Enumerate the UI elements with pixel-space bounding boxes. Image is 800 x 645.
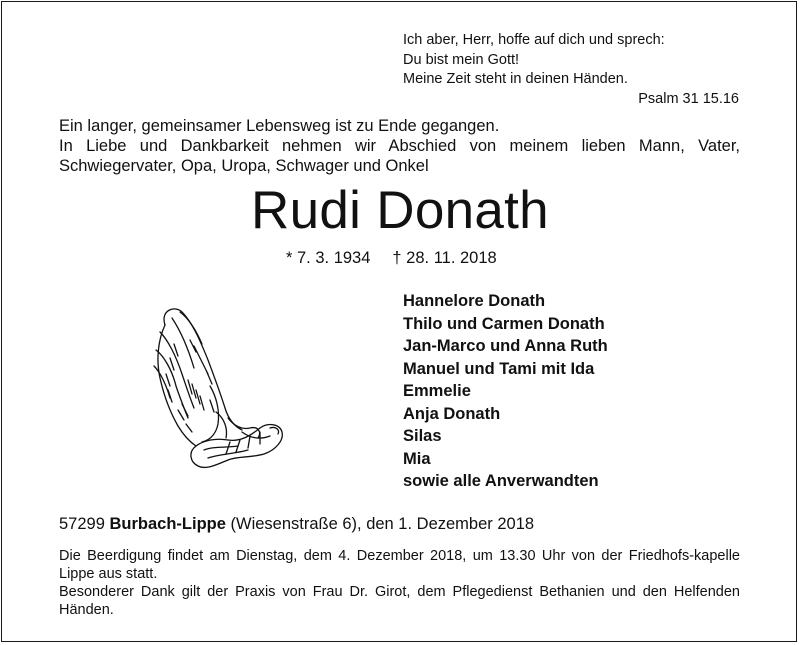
mourner-name: Mia [403, 449, 431, 468]
verse-line: Du bist mein Gott! [403, 51, 520, 68]
mourner-name: Hannelore Donath [403, 292, 546, 310]
deceased-name: Rudi Donath [251, 181, 549, 240]
mourner-name: Emmelie [403, 382, 471, 400]
place-and-date [59, 514, 534, 534]
mourner-name: Manuel und Tami mit Ida [403, 359, 595, 378]
funeral-notice [59, 547, 740, 619]
mourner-name: Jan-Marco und Anna Ruth [403, 337, 608, 355]
intro-line-2: In Liebe und Dankbarkeit nehmen wir Abschied von meinem lieben Mann, Vater, Schwiegervater, Opa, Uropa, Schwager und Onkel [59, 137, 740, 175]
mourners-list [403, 290, 608, 493]
bible-verse [403, 31, 739, 109]
mourner-name: sowie alle Anverwandten [403, 472, 599, 490]
mourner-name: Thilo und Carmen Donath [403, 314, 605, 333]
birth-date: * 7. 3. 1934 [286, 249, 371, 267]
intro-line-1: Ein langer, gemeinsamer Lebensweg ist zu Ende gegangen. [59, 117, 500, 135]
life-dates [286, 248, 497, 268]
verse-reference: Psalm 31 15.16 [638, 90, 739, 107]
mourner-name: Silas [403, 427, 442, 445]
thanks-note: Besonderer Dank gilt der Praxis von Frau Dr. Girot, dem Pflegedienst Bethanien und den Helfenden Händen. [59, 584, 740, 618]
town: Burbach-Lippe [109, 515, 226, 533]
death-date: † 28. 11. 2018 [392, 249, 497, 267]
praying-hands-icon [130, 300, 290, 480]
verse-line: Ich aber, Herr, hoffe auf dich und sprech: [403, 32, 665, 48]
mourner-name: Anja Donath [403, 404, 501, 423]
postcode: 57299 [59, 515, 105, 533]
verse-line: Meine Zeit steht in deinen Händen. [403, 71, 628, 87]
funeral-details: Die Beerdigung findet am Dienstag, dem 4. Dezember 2018, um 13.30 Uhr von der Friedhofs-kapelle Lippe aus statt. [59, 548, 740, 582]
intro-text [59, 116, 740, 176]
address-and-date: (Wiesenstraße 6), den 1. Dezember 2018 [230, 515, 535, 533]
